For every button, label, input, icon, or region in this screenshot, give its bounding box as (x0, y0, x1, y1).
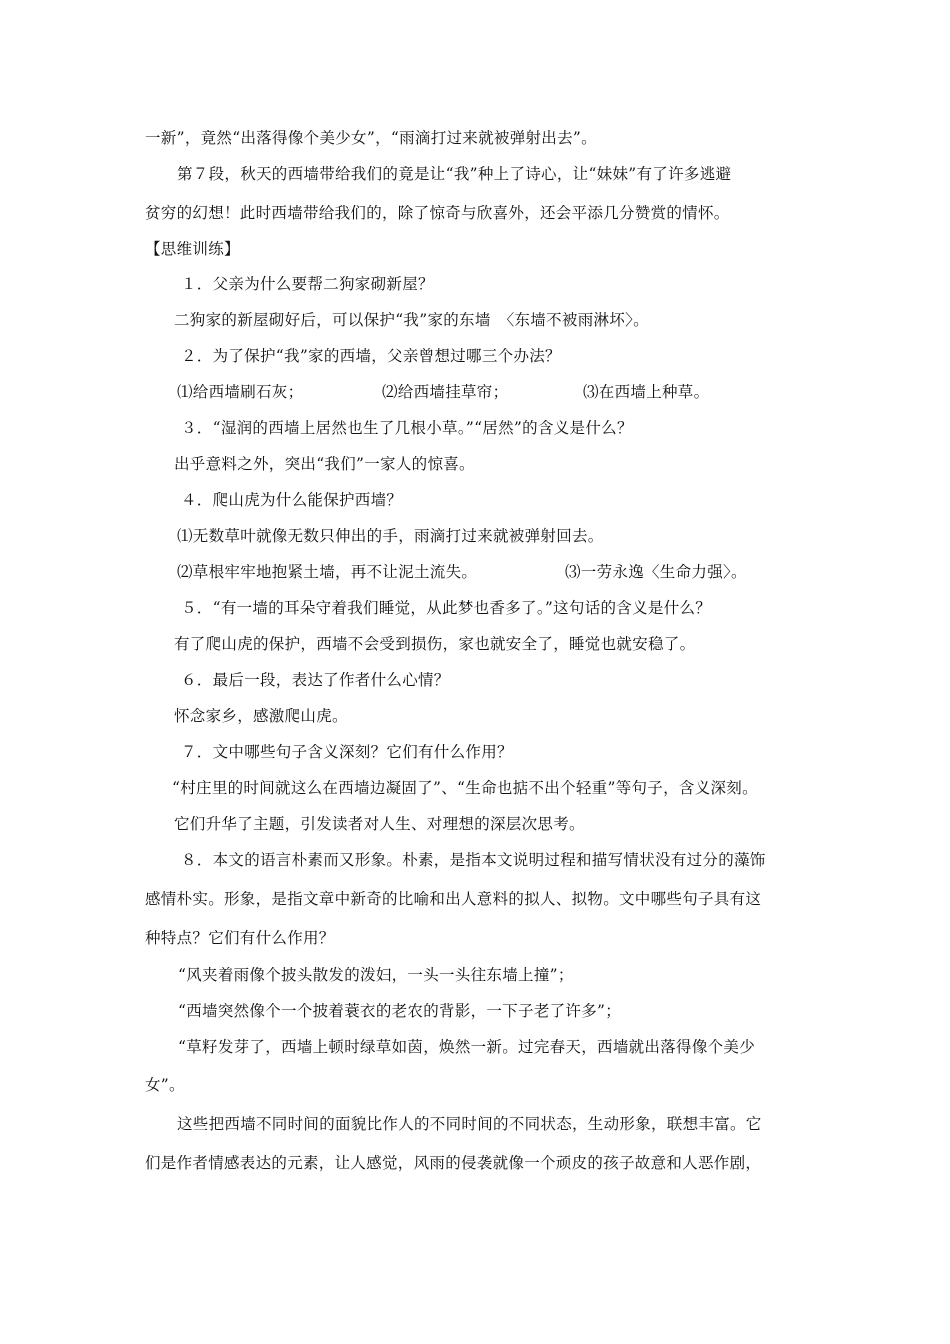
example-quote-2: “西墙突然像个一个披着蓑衣的老农的背影，一下子老了许多”； (178, 1002, 622, 1020)
question-8-line-1: ８．本文的语言朴素而又形象。朴素，是指本文说明过程和描写情状没有过分的藻饰 (181, 851, 766, 869)
answer-2-method-2: ⑵给西墙挂草帘； (382, 383, 509, 401)
question-2: ２．为了保护“我”家的西墙，父亲曾想过哪三个办法？ (181, 347, 561, 365)
question-6: ６．最后一段，表达了作者什么心情？ (181, 671, 450, 689)
example-quote-3-line-2: 女”。 (145, 1076, 185, 1094)
answer-2-method-1: ⑴给西墙刷石灰； (177, 383, 304, 401)
answer-7-line-2: 它们升华了主题，引发读者对人生、对理想的深层次思考。 (174, 815, 585, 833)
question-3: ３．“湿润的西墙上居然也生了几根小草。”“居然”的含义是什么？ (181, 419, 633, 437)
section-heading: 【思维训练】 (145, 240, 240, 258)
answer-1: 二狗家的新屋砌好后，可以保护“我”家的东墙 〈东墙不被雨淋坏〉。 (174, 311, 649, 329)
answer-3: 出乎意料之外，突出“我们”一家人的惊喜。 (174, 455, 475, 473)
answer-4-part-2: ⑵草根牢牢地抱紧土墙，再不让泥土流失。 (177, 563, 478, 581)
answer-4-part-3: ⑶一劳永逸〈生命力强〉。 (565, 563, 747, 581)
answer-5: 有了爬山虎的保护，西墙不会受到损伤，家也就安全了，睡觉也就安稳了。 (174, 635, 696, 653)
paragraph-line: 贫穷的幻想！此时西墙带给我们的，除了惊奇与欣喜外，还会平添几分赞赏的情怀。 (145, 204, 730, 222)
example-quote-1: “风夹着雨像个披头散发的泼妇，一头一头往东墙上撞”； (178, 966, 574, 984)
answer-4-part-1: ⑴无数草叶就像无数只伸出的手，雨滴打过来就被弹射回去。 (177, 527, 604, 545)
question-1: １．父亲为什么要帮二狗家砌新屋？ (181, 275, 434, 293)
question-8-line-2: 感情朴实。形象，是指文章中新奇的比喻和出人意料的拟人、拟物。文中哪些句子具有这 (145, 890, 762, 908)
answer-6: 怀念家乡，感激爬山虎。 (174, 707, 348, 725)
analysis-line-2: 们是作者情感表达的元素，让人感觉，风雨的侵袭就像一个顽皮的孩子故意和人恶作剧， (145, 1154, 762, 1172)
paragraph-line: 一新”，竟然“出落得像个美少女”，“雨滴打过来就被弹射出去”。 (145, 129, 597, 147)
example-quote-3-line-1: “草籽发芽了，西墙上顿时绿草如茵，焕然一新。过完春天，西墙就出落得像个美少 (178, 1038, 756, 1056)
question-7: ７．文中哪些句子含义深刻？它们有什么作用？ (181, 743, 513, 761)
answer-7-line-1: “村庄里的时间就这么在西墙边凝固了”、“生命也掂不出个轻重”等句子，含义深刻。 (172, 779, 758, 797)
question-4: ４．爬山虎为什么能保护西墙？ (181, 491, 403, 509)
paragraph-line: 第７段，秋天的西墙带给我们的竟是让“我”种上了诗心，让“妹妹”有了许多逃避 (177, 165, 732, 183)
question-5: ５．“有一墙的耳朵守着我们睡觉，从此梦也香多了。”这句话的含义是什么？ (181, 599, 712, 617)
answer-2-method-3: ⑶在西墙上种草。 (583, 383, 710, 401)
analysis-line-1: 这些把西墙不同时间的面貌比作人的不同时间的不同状态，生动形象，联想丰富。它 (177, 1115, 762, 1133)
question-8-line-3: 种特点？它们有什么作用？ (145, 929, 335, 947)
